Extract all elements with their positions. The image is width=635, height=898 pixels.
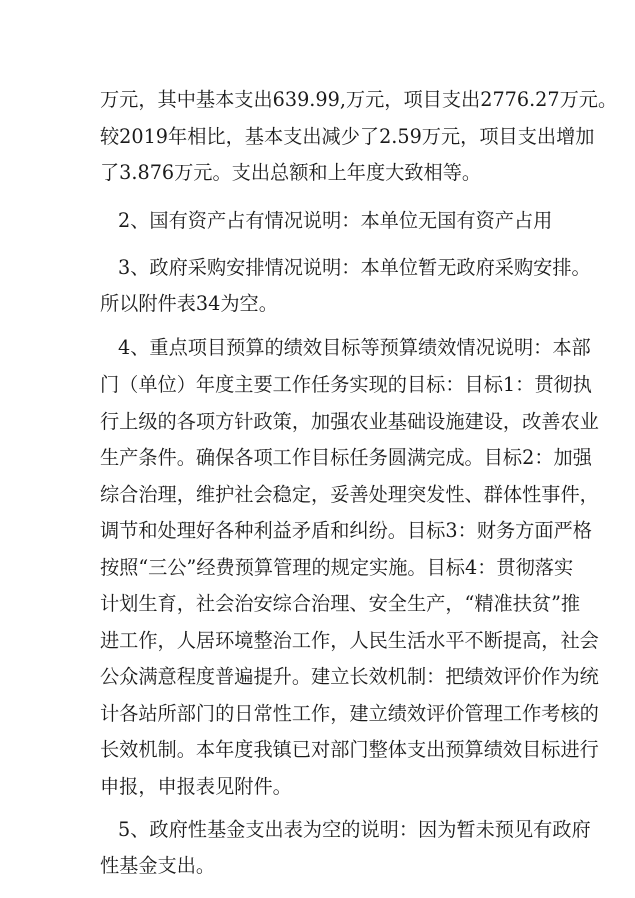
paragraph-3-line: 3、政府采购安排情况说明：本单位暂无政府采购安排。 [118,256,591,279]
paragraph-4-line: 计划生育，社会治安综合治理、安全生产，“精准扶贫”推 [100,592,581,615]
text-line: 较2019年相比，基本支出减少了2.59万元，项目支出增加 [100,125,595,148]
paragraph-4-line: 门（单位）年度主要工作任务实现的目标：目标1：贯彻执 [100,373,592,396]
paragraph-4-line: 公众满意程度普遍提升。建立长效机制：把绩效评价作为统 [100,665,599,688]
paragraph-4-line: 调节和处理好各种利益矛盾和纠纷。目标3：财务方面严格 [100,519,592,542]
paragraph-4-line: 计各站所部门的日常性工作，建立绩效评价管理工作考核的 [100,702,599,725]
text-line: 了3.876万元。支出总额和上年度大致相等。 [100,161,482,184]
paragraph-3-line: 所以附件表34为空。 [100,292,278,315]
paragraph-4-line: 进工作，人居环境整治工作，人民生活水平不断提高，社会 [100,629,599,652]
paragraph-5-line: 性基金支出。 [100,854,216,877]
paragraph-4-line: 生产条件。确保各项工作目标任务圆满完成。目标2：加强 [100,446,592,469]
paragraph-5-line: 5、政府性基金支出表为空的说明：因为暂未预见有政府 [118,818,591,841]
paragraph-4-line: 行上级的各项方针政策，加强农业基础设施建设，改善农业 [100,410,599,433]
paragraph-2-line: 2、国有资产占有情况说明：本单位无国有资产占用 [118,209,553,232]
text-line: 万元，其中基本支出639.99,万元，项目支出2776.27万元。 [100,88,618,111]
paragraph-4-line: 按照“三公”经费预算管理的规定实施。目标4：贯彻落实 [100,556,574,579]
paragraph-4-line: 申报，申报表见附件。 [100,775,292,798]
paragraph-4-line: 综合治理，维护社会稳定，妥善处理突发性、群体性事件， [100,483,599,506]
paragraph-4-line: 4、重点项目预算的绩效目标等预算绩效情况说明：本部 [118,336,591,359]
paragraph-4-line: 长效机制。本年度我镇已对部门整体支出预算绩效目标进行 [100,738,599,761]
